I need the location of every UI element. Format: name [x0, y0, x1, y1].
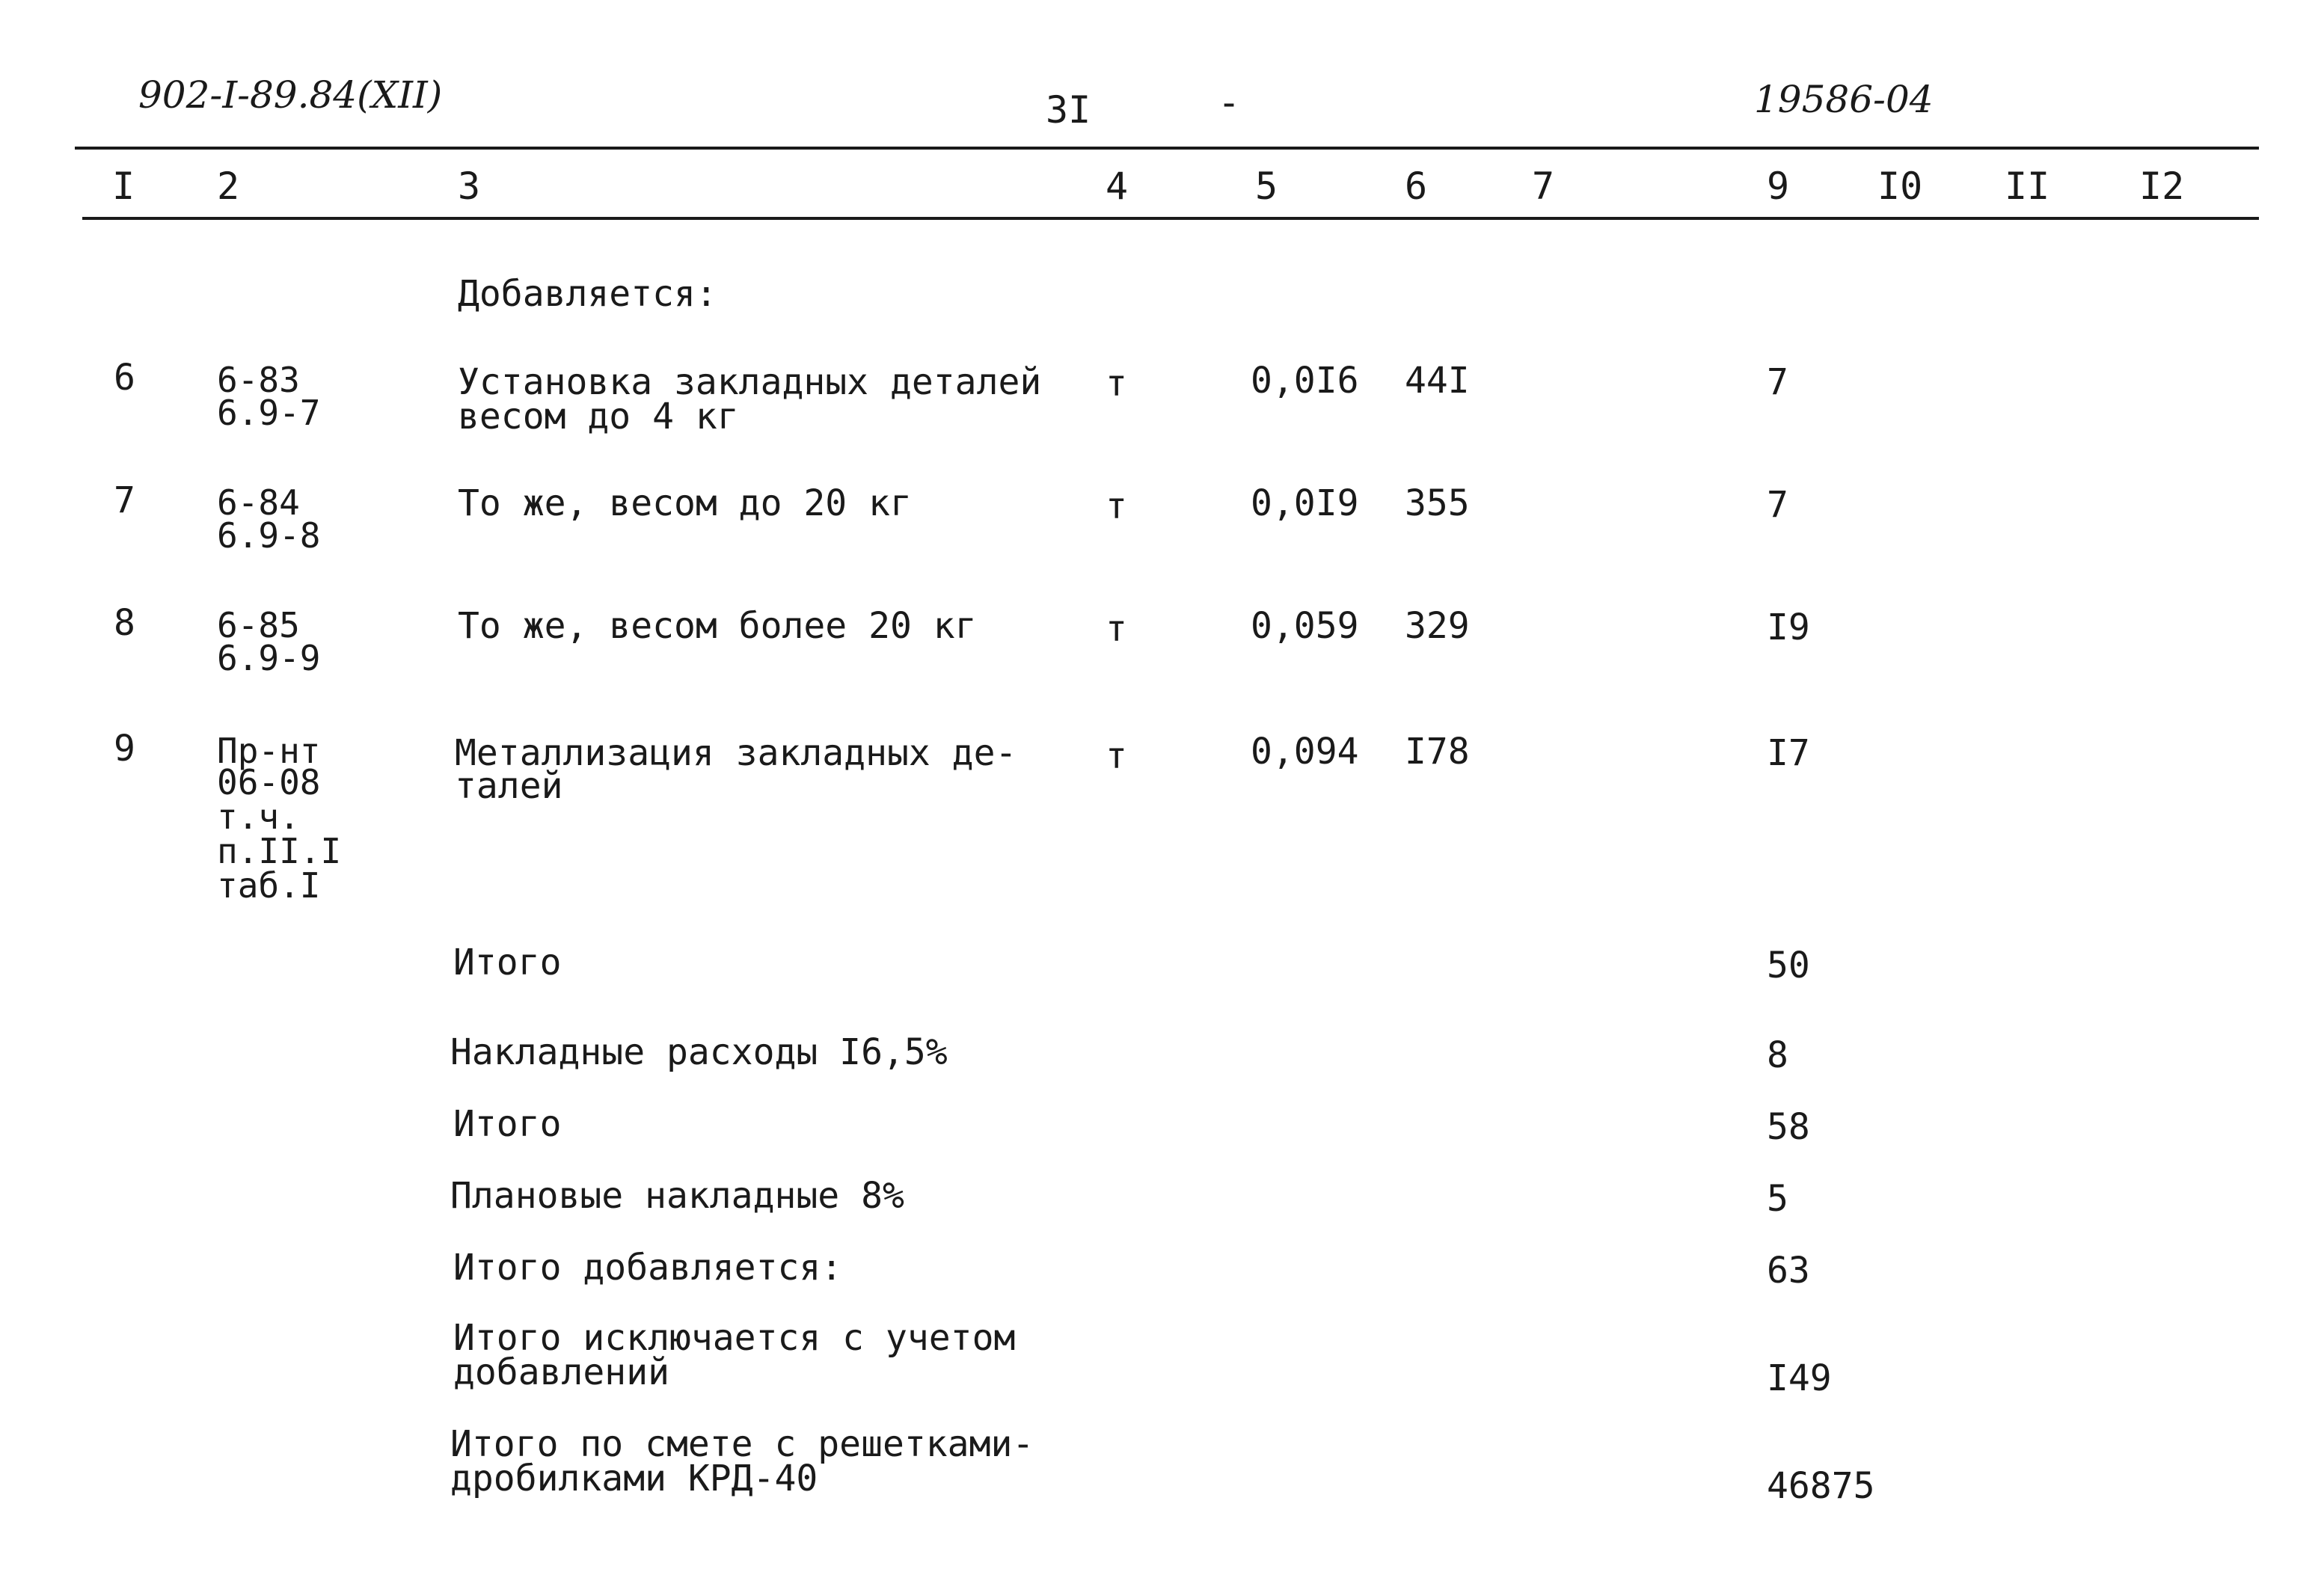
cost: 7	[1767, 484, 1788, 526]
rate-code: 6-83	[217, 360, 300, 400]
unit-price: 329	[1405, 605, 1470, 647]
work-description: То же, весом более 20 кг	[458, 605, 977, 647]
rate-code: 6.9-7	[217, 393, 321, 433]
work-description: Металлизация закладных де-	[455, 732, 1017, 774]
column-number: 7	[1532, 165, 1555, 208]
total-label: Итого исключается с учетом	[453, 1317, 1016, 1359]
rate-code: Пр-нт	[217, 731, 321, 771]
total-value: 46875	[1767, 1465, 1875, 1507]
total-label: дробилками КРД-40	[450, 1458, 818, 1499]
column-number: 9	[1767, 165, 1790, 208]
quantity: 0,094	[1251, 731, 1359, 773]
column-number: 6	[1405, 165, 1428, 208]
column-number: I	[112, 165, 135, 208]
total-value: 50	[1767, 945, 1810, 986]
column-number: 2	[217, 165, 240, 208]
rate-code: т.ч.	[217, 796, 300, 837]
unit-price: I78	[1405, 731, 1470, 773]
document-code: 902-I-89.84(XII)	[138, 73, 443, 117]
total-label: Итого добавляется:	[453, 1247, 843, 1289]
row-number: 8	[114, 602, 135, 644]
column-number: I2	[2139, 165, 2185, 208]
unit: т	[1106, 608, 1127, 650]
total-value: 58	[1767, 1106, 1810, 1148]
column-number: I0	[1877, 165, 1923, 208]
total-value: 63	[1767, 1250, 1810, 1292]
work-description: То же, весом до 20 кг	[458, 482, 912, 524]
header-bottom-rule	[82, 217, 2259, 220]
column-number: 5	[1255, 165, 1278, 208]
work-description: Установка закладных деталей	[458, 361, 1042, 403]
row-number: 6	[114, 357, 135, 399]
rate-code: 06-08	[217, 762, 321, 802]
column-number: 4	[1106, 165, 1129, 208]
row-number: 7	[114, 479, 135, 521]
total-value: I49	[1767, 1357, 1832, 1399]
total-label: Накладные расходы I6,5%	[450, 1031, 948, 1073]
quantity: 0,0I9	[1251, 482, 1359, 524]
unit-price: 44I	[1405, 360, 1470, 402]
work-description: талей	[455, 765, 563, 807]
work-description: весом до 4 кг	[458, 396, 739, 438]
section-title: Добавляется:	[458, 273, 717, 315]
quantity: 0,059	[1251, 605, 1359, 647]
rate-code: 6.9-9	[217, 638, 321, 678]
rate-code: 6-85	[217, 605, 300, 645]
total-label: Итого	[453, 942, 562, 983]
rate-code: 6.9-8	[217, 515, 321, 556]
unit: т	[1106, 363, 1127, 405]
unit: т	[1106, 485, 1127, 527]
quantity: 0,0I6	[1251, 360, 1359, 402]
header-top-rule	[75, 147, 2259, 150]
header-dash: -	[1218, 81, 1241, 124]
sheet-code: 19586-04	[1754, 78, 1934, 121]
rate-code: 6-84	[217, 482, 300, 523]
total-label: Плановые накладные 8%	[450, 1175, 904, 1217]
rate-code: таб.I	[217, 865, 321, 906]
unit: т	[1106, 735, 1127, 777]
column-number: 3	[458, 165, 481, 208]
total-value: 8	[1767, 1034, 1788, 1076]
row-number: 9	[114, 728, 135, 770]
column-number: II	[2005, 165, 2050, 208]
total-label: Итого	[453, 1103, 562, 1145]
unit-price: 355	[1405, 482, 1470, 524]
rate-code: п.II.I	[217, 831, 342, 871]
cost: I9	[1767, 607, 1810, 648]
cost: I7	[1767, 732, 1810, 774]
total-label: добавлений	[453, 1351, 669, 1393]
page-number: 3I	[1046, 88, 1091, 132]
total-value: 5	[1767, 1178, 1788, 1220]
cost: 7	[1767, 361, 1788, 403]
total-label: Итого по смете с решетками-	[450, 1423, 1034, 1465]
